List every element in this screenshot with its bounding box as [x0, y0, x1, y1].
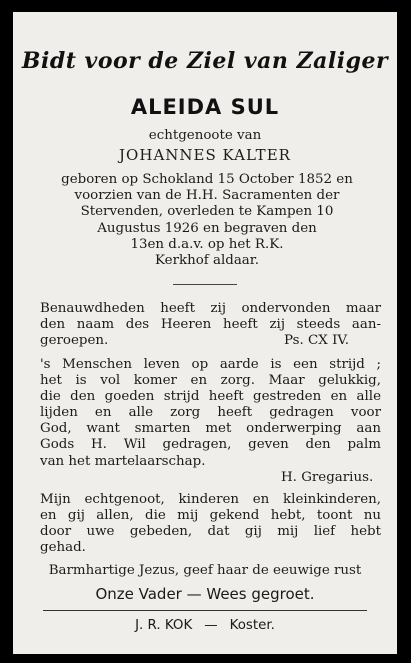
bio-line: Stervenden, overleden te Kampen 10 [80, 204, 334, 220]
quote-line: van het martelaarschap. [40, 453, 206, 469]
husband-name: JOHANNES KALTER [119, 146, 291, 164]
relation-text: echtgenoote van [148, 128, 262, 143]
printer-name: J. R. KOK [135, 618, 193, 633]
card-heading: Bidt voor de Ziel van Zaliger [21, 48, 389, 74]
quote-line: God, want smarten met onderwerping aan [40, 421, 381, 437]
bio-line: Kerkhof aldaar. [155, 253, 259, 269]
printer-dash: — [204, 618, 218, 633]
quote-line: den naam des Heeren heeft zij steeds aan- [40, 317, 381, 333]
psalm-reference: Ps. CX IV. [284, 333, 349, 348]
invocation-text: Barmhartige Jezus, geef haar de eeuwige rust [48, 563, 362, 578]
quote-line: het is vol komer en zorg. Maar gelukkig, [40, 373, 381, 389]
prayer-line: Onze Vader — Wees gegroet. [95, 585, 315, 603]
family-line: gehad. [40, 540, 86, 556]
quote-line: 's Menschen leven op aarde is een strijd ; [40, 357, 381, 372]
bio-line: geboren op Schokland 15 October 1852 en [61, 172, 353, 187]
deceased-name: ALEIDA SUL [130, 95, 280, 119]
bio-line: voorzien van de H.H. Sacramenten der [74, 188, 340, 204]
family-line: en gij allen, die mij gekend hebt, toont nu [40, 508, 381, 524]
quote-line: Gods H. Wil gedragen, geven den palm [40, 437, 381, 453]
bio-line: 13en d.a.v. op het R.K. [130, 236, 284, 252]
printer-credit [13, 618, 397, 633]
bio-line: Augustus 1926 en begraven den [97, 220, 317, 236]
family-line: Mijn echtgenoot, kinderen en kleinkinderen, [40, 492, 381, 507]
quote-line: die den goeden strijd heeft gestreden en alle [40, 389, 381, 405]
gregorius-quote [40, 357, 381, 470]
gregorius-reference: H. Gregarius. [281, 470, 374, 485]
quote-line: lijden en alle zorg heeft gedragen voor [40, 405, 381, 421]
quote-line: geroepen. [40, 333, 109, 349]
bottom-divider [43, 610, 367, 611]
biography [33, 172, 381, 269]
printer-role: Koster. [229, 618, 275, 633]
family-message [40, 492, 381, 556]
short-divider [173, 284, 237, 285]
quote-line: Benauwdheden heeft zij ondervonden maar [40, 301, 381, 316]
memorial-card [13, 12, 397, 654]
family-line: door uwe gebeden, dat gij mij lief hebt [40, 524, 381, 540]
